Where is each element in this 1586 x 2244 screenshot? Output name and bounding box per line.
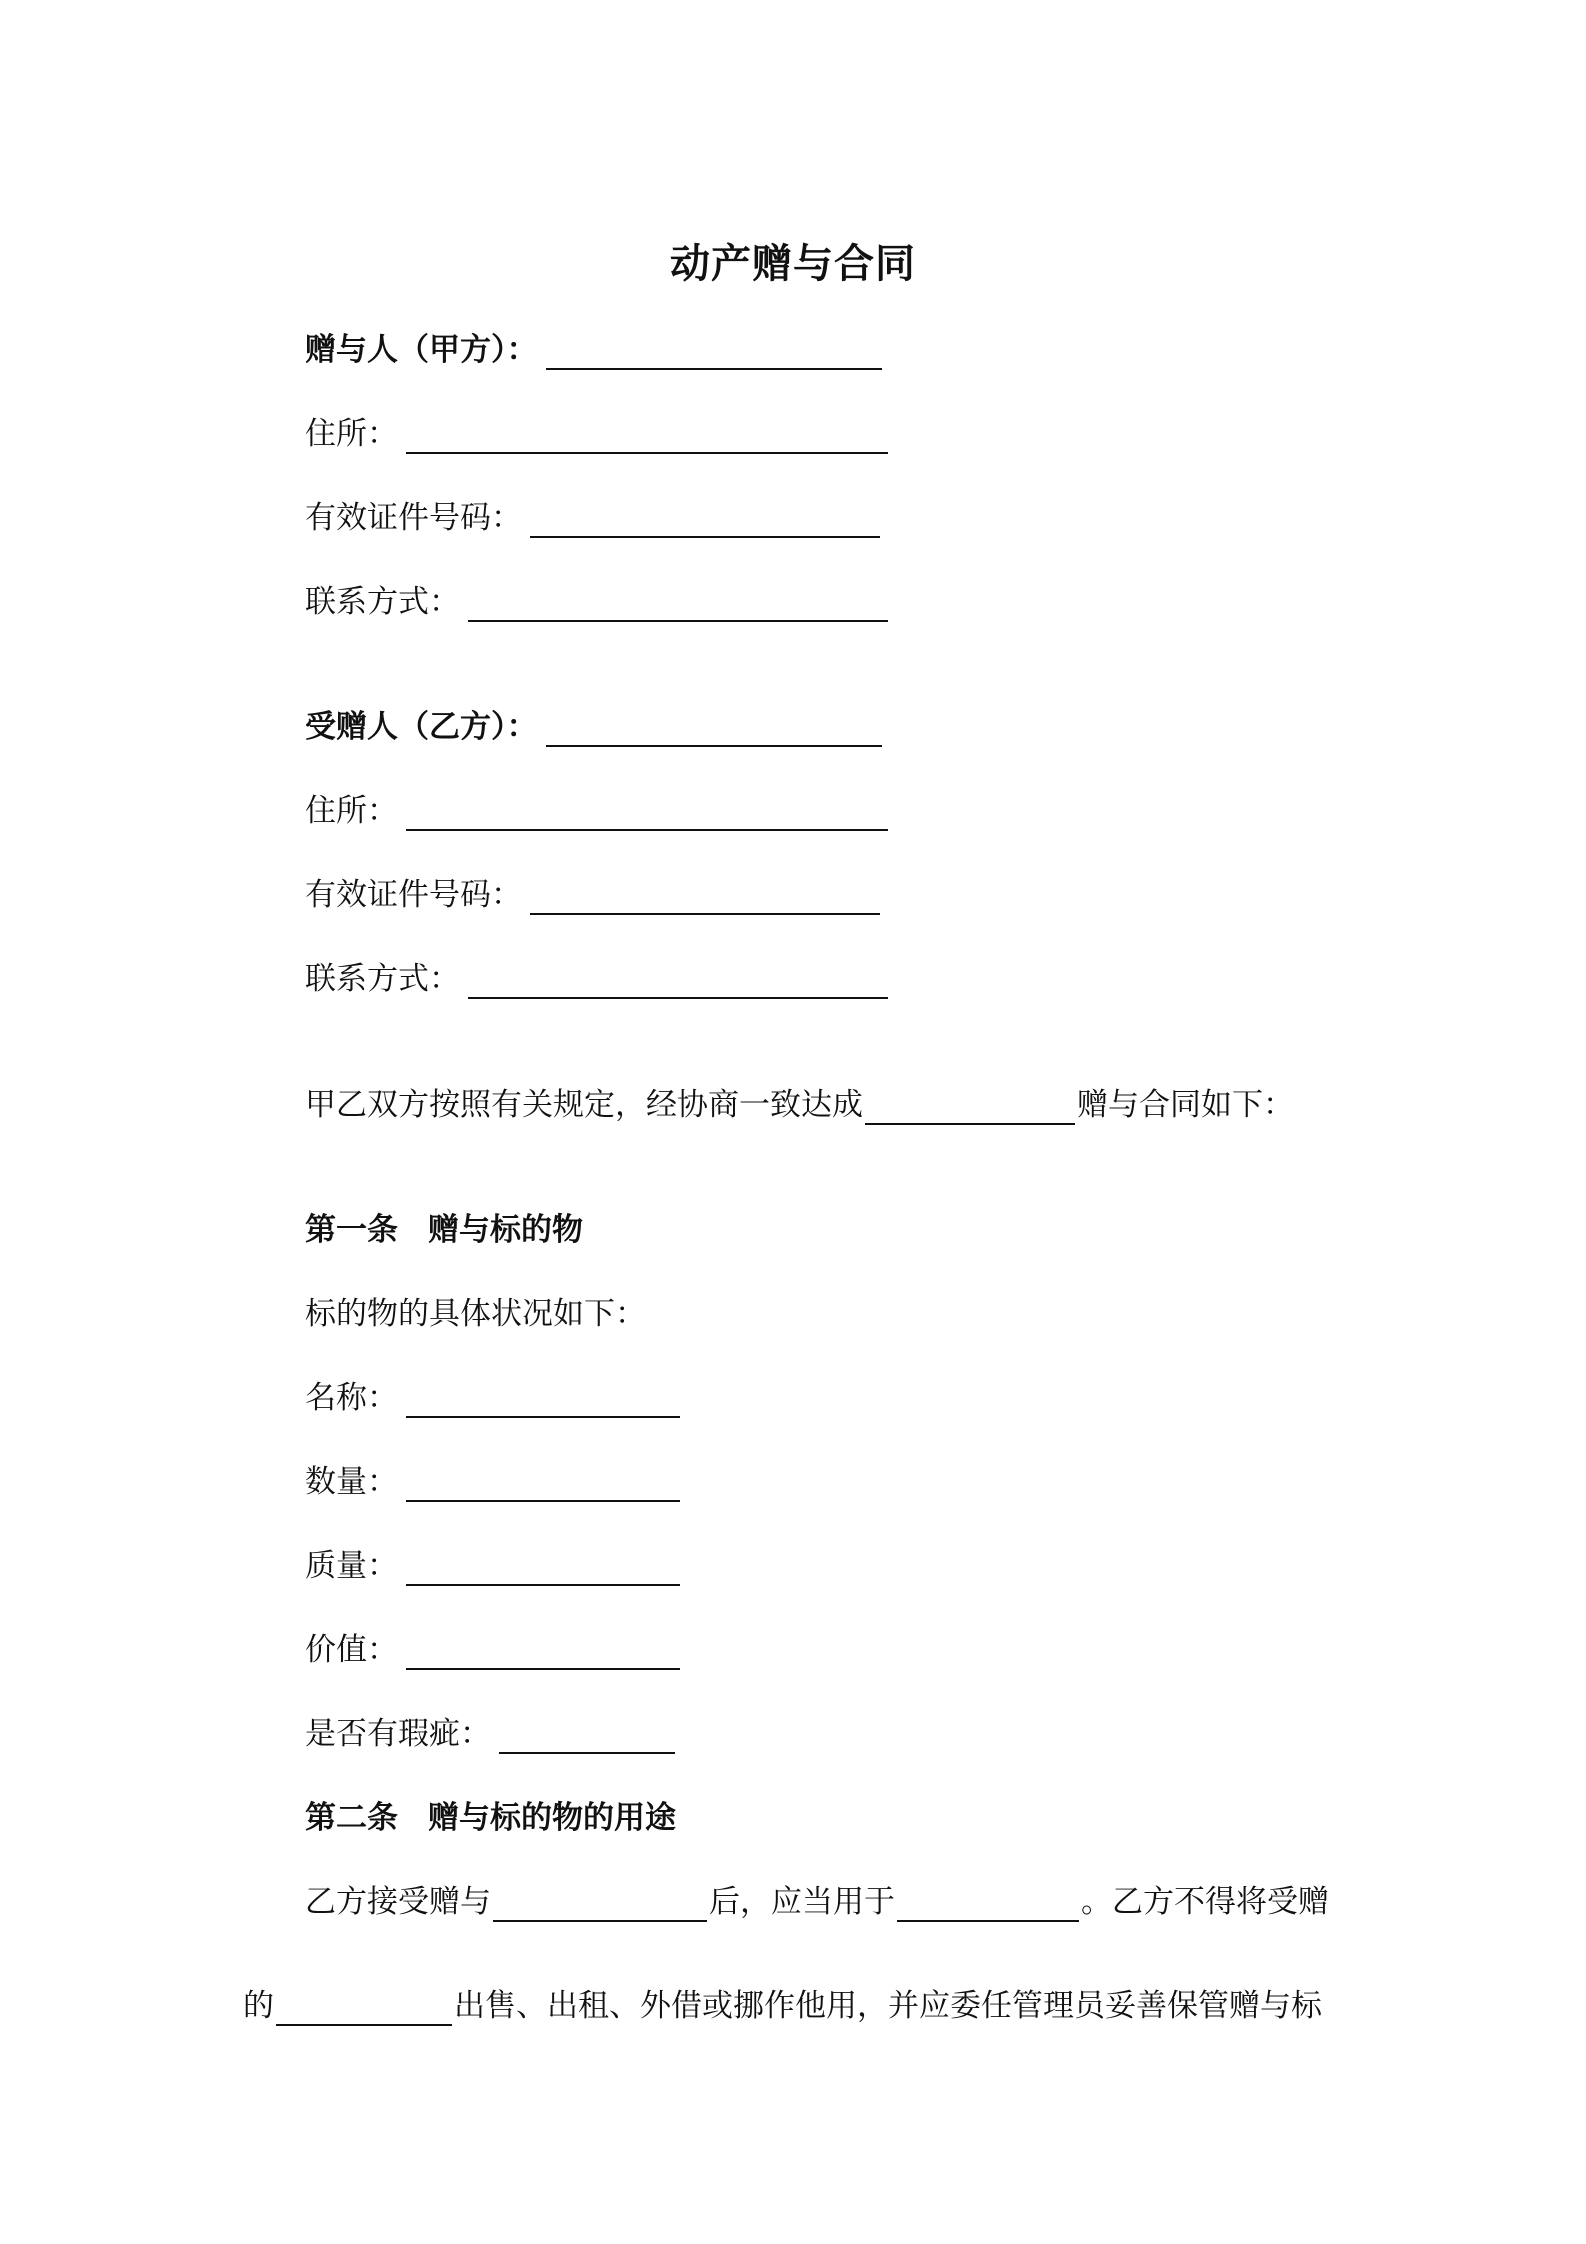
item-quantity-blank[interactable] [406,1466,680,1502]
article-2-line2-b: 出售、出租、外借或挪作他用，并应委任管理员妥善保管赠与标 [454,1988,1322,2024]
article-2-line-1 [305,1882,1329,1922]
intro-text-before: 甲乙双方按照有关规定，经协商一致达成 [305,1087,863,1123]
article-2-title: 赠与标的物的用途 [428,1800,676,1836]
party-a-address-blank[interactable] [406,418,888,454]
gifted-object-blank[interactable] [276,1990,452,2026]
item-name-label: 名称： [305,1380,398,1416]
party-b-id-label: 有效证件号码： [305,877,522,913]
item-quantity-row [305,1462,684,1502]
party-a-label: 赠与人（甲方）： [305,332,538,368]
party-b-address-blank[interactable] [406,795,888,831]
item-name-row [305,1378,684,1418]
party-b-address-row [305,791,892,831]
article-2-line1-a: 乙方接受赠与 [305,1884,491,1920]
intro-text-after: 赠与合同如下： [1077,1087,1294,1123]
article-2-heading [305,1798,676,1838]
item-value-row [305,1630,684,1670]
item-quantity-label: 数量： [305,1464,398,1500]
contract-type-blank[interactable] [865,1089,1075,1125]
item-defect-row [305,1714,679,1754]
party-b-contact-row [305,959,892,999]
article-1-number: 第一条 [305,1212,398,1248]
party-b-id-row [305,875,884,915]
party-b-row [305,707,886,747]
document-title: 动产赠与合同 [670,241,916,287]
party-a-contact-label: 联系方式： [305,584,460,620]
article-2-line-2 [243,1986,1322,2026]
article-2-line1-c: 。乙方不得将受赠 [1081,1884,1329,1920]
article-1-heading [305,1210,583,1250]
gift-usage-blank[interactable] [897,1886,1079,1922]
party-b-name-blank[interactable] [546,711,882,747]
party-a-name-blank[interactable] [546,334,882,370]
article-1-title: 赠与标的物 [428,1212,583,1248]
party-a-contact-blank[interactable] [468,586,888,622]
party-a-id-blank[interactable] [530,502,880,538]
item-defect-label: 是否有瑕疵： [305,1716,491,1752]
article-1-desc: 标的物的具体状况如下： [305,1296,646,1332]
item-quality-blank[interactable] [406,1550,680,1586]
article-1-desc-row [305,1294,646,1334]
intro-row [305,1085,1294,1125]
item-value-blank[interactable] [406,1634,680,1670]
party-a-address-label: 住所： [305,416,398,452]
party-a-id-label: 有效证件号码： [305,500,522,536]
party-a-row [305,330,886,370]
party-b-label: 受赠人（乙方）： [305,709,538,745]
party-b-contact-label: 联系方式： [305,961,460,997]
article-2-line1-b: 后，应当用于 [709,1884,895,1920]
article-2-number: 第二条 [305,1800,398,1836]
party-b-address-label: 住所： [305,793,398,829]
item-value-label: 价值： [305,1632,398,1668]
gift-item-blank[interactable] [493,1886,707,1922]
item-quality-label: 质量： [305,1548,398,1584]
party-b-contact-blank[interactable] [468,963,888,999]
party-a-id-row [305,498,884,538]
party-a-address-row [305,414,892,454]
article-2-line2-a: 的 [243,1988,274,2024]
party-b-id-blank[interactable] [530,879,880,915]
item-defect-blank[interactable] [499,1718,675,1754]
item-quality-row [305,1546,684,1586]
party-a-contact-row [305,582,892,622]
item-name-blank[interactable] [406,1382,680,1418]
